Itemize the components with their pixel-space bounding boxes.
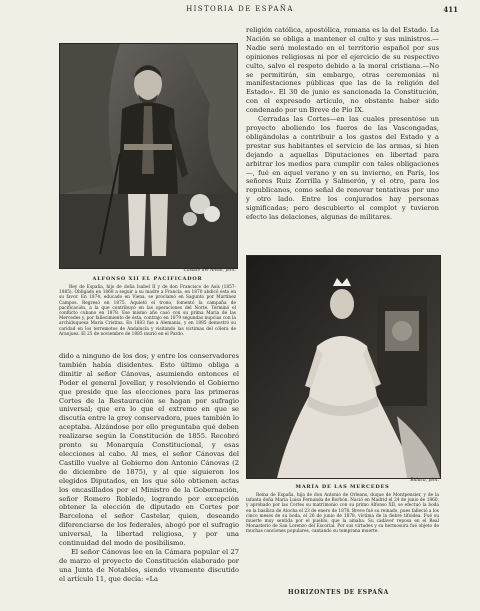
paragraph: Cerradas las Cortes—en las cuales presentóse un proyecto aboliendo los fueros de las Vascongadas, obligándolas a contribuir a los gastos del Estado y a prestar sus habitantes el servicio de las armas, si bien dejando a aquellas Diputaciones en libertad para arbitrar los medios para cumplir con tales obligaciones—, fué en aquel verano y en su invierno, en París, los señores Ruiz Zorrilla y Salmerón, y el otro, para los republicanos, como señal de renovar tentativas por uno y otro lado. Entre los conjurados hay personas significadas; pero descubierto el complot y tuvieron efecto las delaciones, algunas de militares. bbox=[246, 115, 439, 222]
photo-credit-mercedes: Balaca, pint. bbox=[410, 478, 439, 483]
portrait-mercedes-image bbox=[247, 256, 440, 478]
paragraph: dido a ninguno de los dos; y entre los conservadores también había disidentes. Esto último obliga a dimitir al señor Cánovas, asumiendo entonces el Poder el general Jovellar, y resolviendo el Gobierno que preside que las elecciones para las primeras Cortes de la Restauración se hagan por sufragio universal; que era lo que el extremo en que se discutía entre la grey conservadora, pues también lo aceptaba. Alzándose por ello preguntaba qué deben realizarse según la Constitución de 1855. Recobró pronto su Monarquía Constitucional, y esas elecciones al cabo. Al mes, el señor Cánovas del Castillo vuelve al Gobierno don Antonio Cánovas (2 de diciembre de 1875), y al que siguieron los elegidos Diputados, en los que sólo obtienen actas los encasillados por el Ministro de la Gobernación, señor Romero Robledo, logrando por excepción obtener la elección de diputado en Cortes por Barcelona el señor Castelar, quien, deseando diferenciarse de los federales, abogó por el sufragio universal, la libertad religiosa, y por una continuidad del modo de posibilismo. bbox=[59, 352, 239, 548]
portrait-maria-de-las-mercedes bbox=[246, 255, 441, 479]
portrait-alfonso-xii-image bbox=[60, 44, 237, 268]
running-title: HISTORIA DE ESPAÑA bbox=[186, 5, 294, 13]
page-footer: HORIZONTES DE ESPAÑA bbox=[288, 589, 389, 596]
paragraph: El señor Cánovas lee en la Cámara popular el 27 de marzo el proyecto de Constitución elaborado por una Junta de Notables, siendo vivamente discutido el artículo 11, que decía: «La bbox=[59, 547, 239, 583]
paragraph: religión católica, apostólica, romana es la del Estado. La Nación se obliga a mantener el culto y sus ministros.—Nadie será molestado en el territorio español por sus opiniones religiosas ni por el ejercicio de su respectivo culto, salvo el respeto debido a la moral cristiana.—No se permitirán, sin embargo, otras ceremonias ni manifestaciones públicas que las de la religión del Estado». El 30 de junio es sancionada la Constitución, con el expresado artículo, no obstante haber sido condenado por un Breve de Pío IX. bbox=[246, 26, 439, 115]
left-column-text bbox=[59, 352, 239, 584]
right-column-text bbox=[246, 26, 439, 222]
portrait-alfonso-xii bbox=[59, 43, 238, 269]
photo-credit-alfonso: Casado del Alisal, pint. bbox=[183, 268, 236, 273]
bio-mercedes: Reina de España, hija de don Antonio de Orleans, duque de Montpensier, y de la infanta doña María Luisa Fernanda de Borbón. Nació en Madrid el 24 de junio de 1860, y aprobado por las Cortes su matrimonio con su primo Alfonso XII, se efectuó la boda en la basílica de Atocha el 23 de enero de 1878. Breve fué su reinado, pues falleció a los cinco meses de su boda, el 26 de junio de 1878, víctima de la fiebre tifoidea. Fué su muerte muy sentida por el pueblo, que la amaba. Su cadáver reposa en el Real Monasterio de San Lorenzo del Escorial. Por sus virtudes y su hermosura fué objeto de muchas canciones populares, cantando su temprana muerte. bbox=[246, 493, 439, 535]
page-header bbox=[0, 5, 480, 17]
caption-mercedes: MARÍA DE LAS MERCEDES bbox=[295, 484, 390, 490]
bio-alfonso: Rey de España, hijo de doña Isabel II y de don Francisco de Asís (1857-1885). Obligado en 1868 a seguir a su madre a Francia, en 1870 abdicó ésta en su favor. En 1874, educado en Viena, se proclamó en Sagunto por Martínez Campos. Regresó en 1875. Aquietó el trono, fomentó la campaña de pacificación, a la que contribuyó en las operaciones del Norte. Terminó el conflicto cubano en 1878. Ese mismo año casó con su prima María de las Mercedes y, por fallecimiento de ésta, contrajo en 1879 segundas nupcias con la archiduquesa María Cristina. En 1883 fue a Alemania, y en 1885 demostró su caridad en los terremotos de Andalucía y visitando las víctimas del cólera de Aranjuez. El 25 de noviembre de 1885 murió en el Pardo. bbox=[59, 285, 236, 337]
page-number: 411 bbox=[443, 5, 458, 14]
caption-alfonso: ALFONSO XII EL PACIFICADOR bbox=[92, 276, 203, 282]
